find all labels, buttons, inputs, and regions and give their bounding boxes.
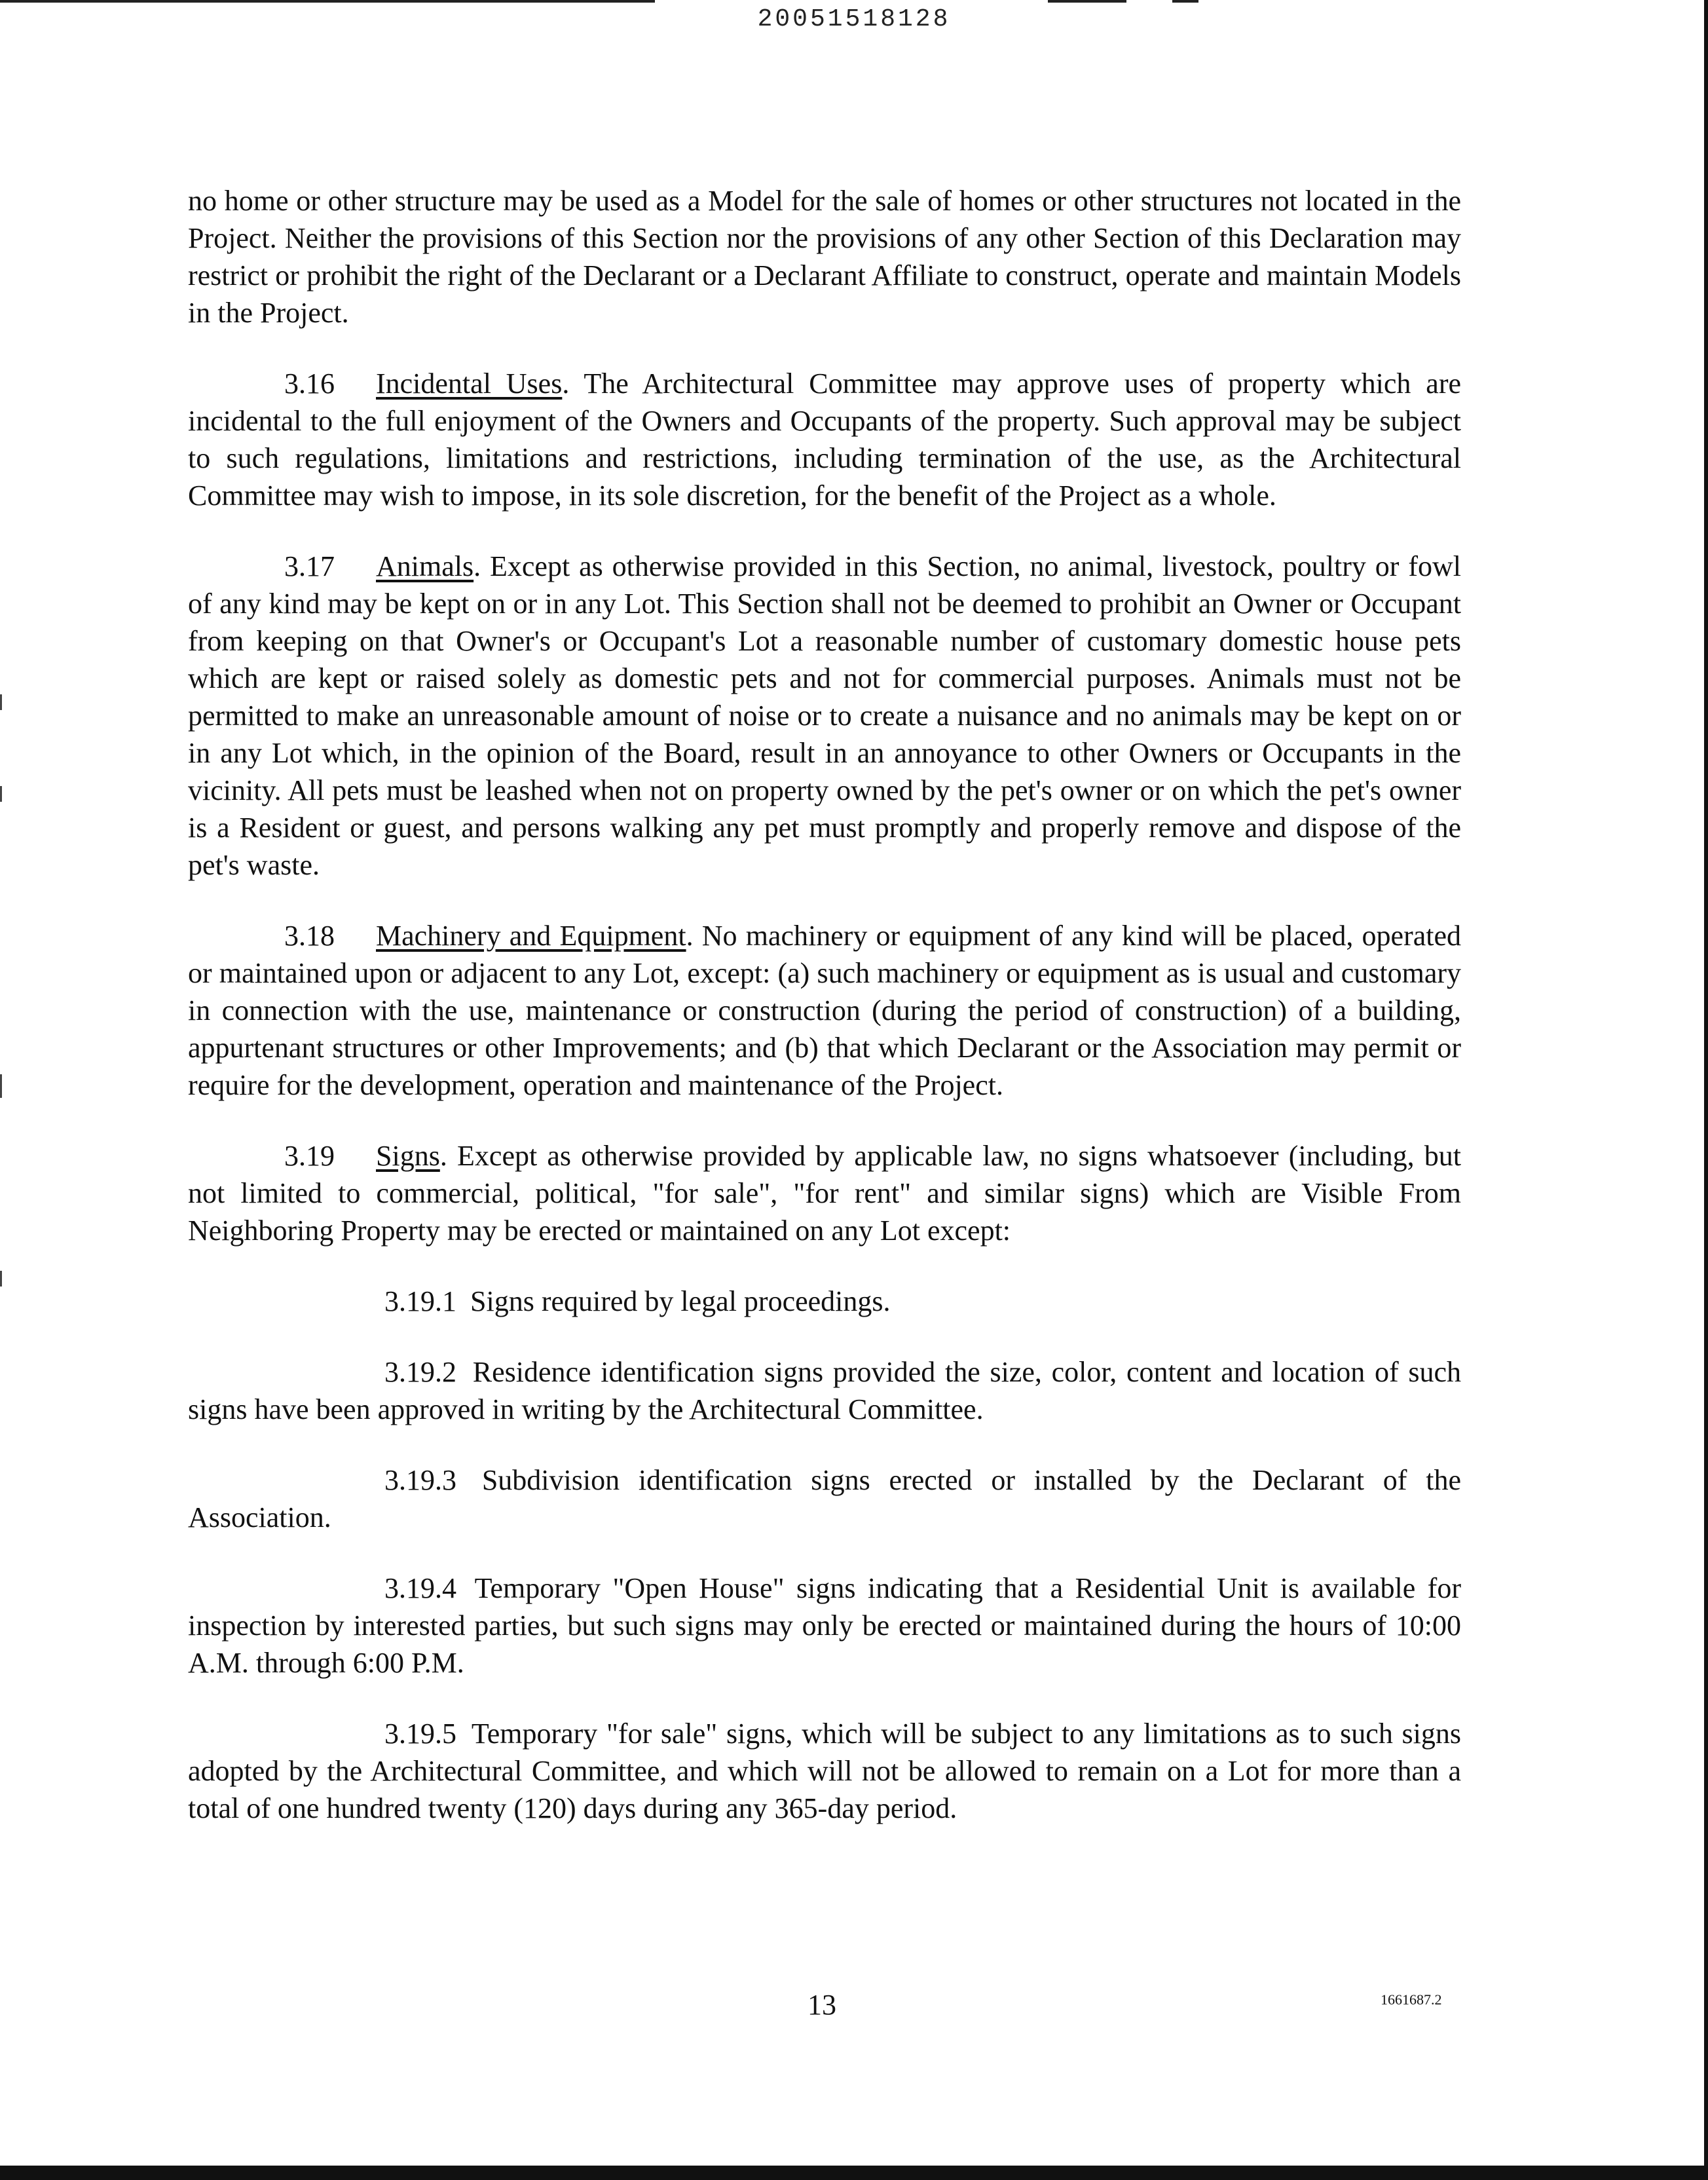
subsection-3-19-1 <box>188 1283 1461 1320</box>
section-text: . Except as otherwise provided in this Section, no animal, livestock, poultry or fowl of any kind may be kept on or in any Lot. This Section shall not be deemed to prohibit an Owner or Occupant from keeping on that Owner's or Occupant's Lot a reasonable number of customary domestic house pets which are kept or raised solely as domestic pets and not for commercial purposes. Animals must not be permitted to make an unreasonable amount of noise or to create a nuisance and no animals may be kept on or in any Lot which, in the opinion of the Board, result in an annoyance to other Owners or Occupants in the vicinity. All pets must be leashed when not on property owned by the pet's owner or on which the pet's owner is a Resident or guest, and persons walking any pet must promptly and properly remove and dispose of the pet's waste. <box>188 550 1461 881</box>
page-number: 13 <box>808 1989 836 2021</box>
page-body <box>188 182 1461 1860</box>
section-text: . The Architectural Committee may approve uses of property which are incidental to the full enjoyment of the Owners and Occupants of the property. Such approval may be subject to such regulations, limitations and restrictions, including termination of the use, as the Architectural Committee may wish to impose, in its sole discretion, for the benefit of the Project as a whole. <box>188 367 1462 512</box>
subsection-number: 3.19.4 <box>384 1572 456 1604</box>
section-3-19 <box>188 1137 1461 1249</box>
subsection-number: 3.19.2 <box>384 1356 456 1388</box>
section-number: 3.18 <box>284 920 335 952</box>
section-heading: Signs <box>376 1140 440 1172</box>
scan-left-mark <box>0 694 2 710</box>
subsection-text: Signs required by legal proceedings. <box>470 1285 891 1317</box>
subsection-text: Residence identification signs provided the size, color, content and location of such signs have been approved in writing by the Architectural Committee. <box>188 1356 1462 1425</box>
top-scan-rule <box>0 0 655 3</box>
section-number: 3.16 <box>284 367 335 400</box>
scan-left-mark <box>0 786 2 802</box>
scan-bottom-border <box>0 2166 1708 2180</box>
document-id: 1661687.2 <box>1381 1991 1442 2008</box>
scan-right-border <box>1704 0 1708 2180</box>
continuation-paragraph: no home or other structure may be used as a Model for the sale of homes or other structures not located in the Project. Neither the provisions of this Section nor the provisions of any other Section of this Declaration may restrict or prohibit the right of the Declarant or a Declarant Affiliate to construct, operate and maintain Models in the Project. <box>188 185 1461 329</box>
subsection-text: Temporary "for sale" signs, which will be subject to any limitations as to such signs adopted by the Architectural Committee, and which will not be allowed to remain on a Lot for more than a total of one hundred twenty (120) days during any 365-day period. <box>188 1718 1461 1824</box>
document-number: 20051518128 <box>757 5 951 33</box>
section-text: . Except as otherwise provided by applicable law, no signs whatsoever (including, but not limited to commercial, political, "for sale", "for rent" and similar signs) which are Visible From Neighboring Property may be erected or maintained on any Lot except: <box>188 1140 1461 1247</box>
subsection-text: Temporary "Open House" signs indicating that a Residential Unit is available for inspection by interested parties, but such signs may only be erected or maintained during the hours of 10:00 A.M. through 6:00 P.M. <box>188 1572 1461 1679</box>
top-scan-rule <box>1048 0 1126 3</box>
section-heading: Machinery and Equipment <box>376 920 686 952</box>
section-3-17 <box>188 548 1461 884</box>
section-3-18 <box>188 917 1461 1104</box>
subsection-number: 3.19.3 <box>384 1464 456 1496</box>
section-number: 3.19 <box>284 1140 335 1172</box>
section-heading: Incidental Uses <box>376 367 563 400</box>
subsection-text: Subdivision identification signs erected or installed by the Declarant of the Association. <box>188 1464 1462 1533</box>
section-3-16 <box>188 365 1461 514</box>
top-scan-rule <box>1172 0 1198 3</box>
scan-left-mark <box>0 1074 2 1098</box>
subsection-3-19-3 <box>188 1461 1461 1536</box>
section-text: . No machinery or equipment of any kind will be placed, operated or maintained upon or adjacent to any Lot, except: (a) such machinery or equipment as is usual and customary in connection with the use, maintenance or construction (during the period of construction) of a building, appurtenant structures or other Improvements; and (b) that which Declarant or the Association may permit or require for the development, operation and maintenance of the Project. <box>188 920 1462 1101</box>
section-heading: Animals <box>376 550 474 582</box>
subsection-number: 3.19.1 <box>384 1285 456 1317</box>
section-number: 3.17 <box>284 550 335 582</box>
subsection-3-19-4 <box>188 1569 1461 1682</box>
subsection-3-19-5 <box>188 1715 1461 1827</box>
scan-left-mark <box>0 1271 2 1287</box>
subsection-number: 3.19.5 <box>384 1718 456 1750</box>
subsection-3-19-2 <box>188 1353 1461 1428</box>
